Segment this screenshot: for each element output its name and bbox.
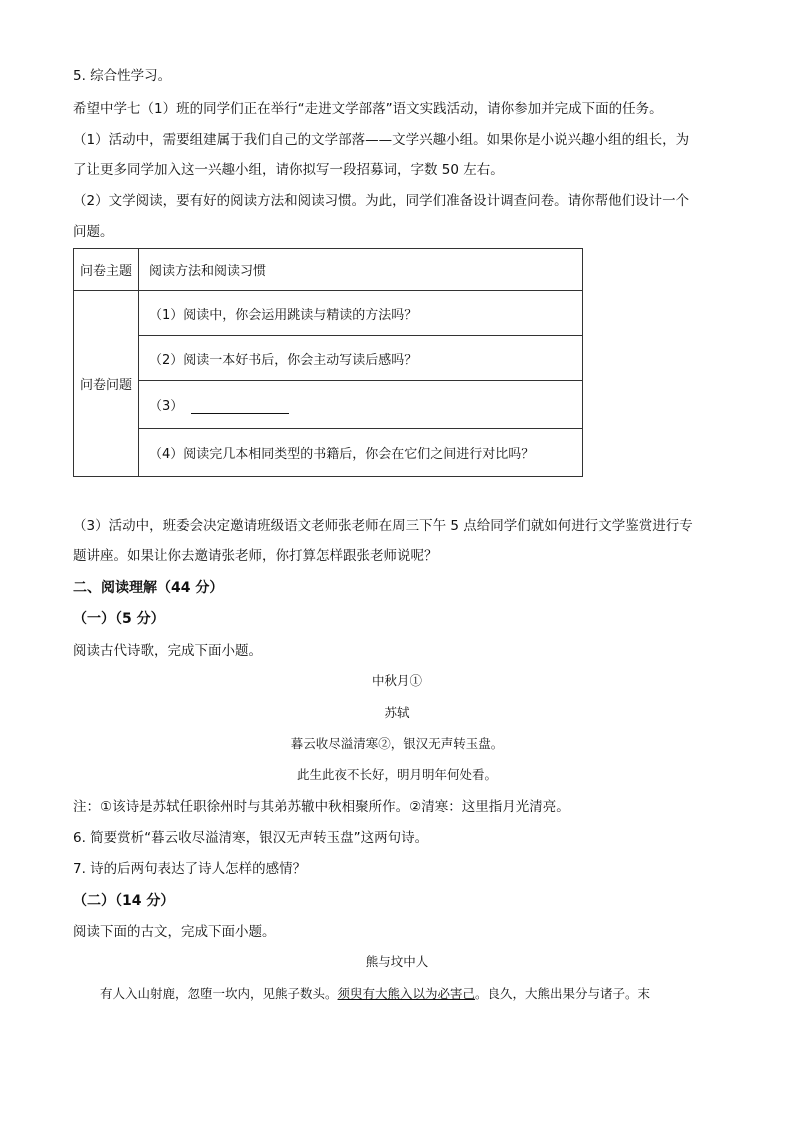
part1-heading: （一）（5 分） — [73, 611, 165, 627]
q5-intro: 希望中学七（1）班的同学们正在举行“走进文学部落”语文实践活动，请你参加并完成下面的任务。 — [73, 101, 663, 117]
question-4: （4）阅读完几本相同类型的书籍后，你会在它们之间进行对比吗？ — [139, 429, 583, 477]
task2-line1: （2）文学阅读，要有好的阅读方法和阅读习惯。为此，同学们准备设计调查问卷。请你帮他们设计一个 — [73, 193, 690, 209]
theme-value: 阅读方法和阅读习惯 — [139, 249, 583, 291]
table-row — [74, 291, 583, 336]
task3-line1: （3）活动中，班委会决定邀请班级语文老师张老师在周三下午 5 点给同学们就如何进行文学鉴赏进行专 — [73, 518, 693, 534]
text-segment: 有人入山射鹿，忽堕一坎内，见熊子数头。 — [100, 986, 338, 1001]
underlined-sentence: 须臾有大熊入以为必害己 — [337, 986, 476, 1001]
survey-table — [73, 248, 583, 477]
task1-line1: （1）活动中，需要组建属于我们自己的文学部落——文学兴趣小组。如果你是小说兴趣小组的组长，为 — [73, 132, 690, 148]
classical-text-title: 熊与坟中人 — [365, 954, 429, 969]
q5-heading: 5. 综合性学习。 — [73, 68, 172, 84]
theme-label: 问卷主题 — [74, 249, 139, 291]
part2-instruction: 阅读下面的古文，完成下面小题。 — [73, 924, 276, 940]
task2-line2: 问题。 — [73, 224, 114, 240]
table-row — [74, 336, 583, 381]
table-row — [74, 249, 583, 291]
question-1: （1）阅读中，你会运用跳读与精读的方法吗？ — [139, 291, 583, 336]
question-7: 7. 诗的后两句表达了诗人怎样的感情？ — [73, 861, 307, 877]
poem-line-1: 暮云收尽溢清寒②，银汉无声转玉盘。 — [290, 736, 504, 751]
task3-line2: 题讲座。如果让你去邀请张老师，你打算怎样跟张老师说呢？ — [73, 548, 438, 564]
poem-author: 苏轼 — [384, 705, 410, 720]
question-3 — [139, 381, 583, 429]
text-segment: 。良久，大熊出果分与诸子。末 — [475, 986, 651, 1001]
poem-line-2: 此生此夜不长好，明月明年何处看。 — [296, 767, 497, 782]
classical-text-line-1 — [100, 985, 650, 1003]
section2-heading: 二、阅读理解（44 分） — [73, 580, 224, 596]
question-2: （2）阅读一本好书后，你会主动写读后感吗？ — [139, 336, 583, 381]
question-6: 6. 简要赏析“暮云收尽溢清寒，银汉无声转玉盘”这两句诗。 — [73, 830, 429, 846]
question-3-label: （3） — [149, 399, 184, 414]
table-row — [74, 429, 583, 477]
task1-line2: 了让更多同学加入这一兴趣小组，请你拟写一段招募词，字数 50 左右。 — [73, 162, 504, 178]
part1-instruction: 阅读古代诗歌，完成下面小题。 — [73, 643, 262, 659]
poem-title: 中秋月① — [371, 673, 422, 688]
part2-heading: （二）（14 分） — [73, 893, 175, 909]
questions-label: 问卷问题 — [74, 291, 139, 477]
answer-blank[interactable] — [191, 399, 289, 414]
poem-note: 注：①该诗是苏轼任职徐州时与其弟苏辙中秋相聚所作。②清寒：这里指月光清亮。 — [73, 799, 570, 815]
table-row — [74, 381, 583, 429]
